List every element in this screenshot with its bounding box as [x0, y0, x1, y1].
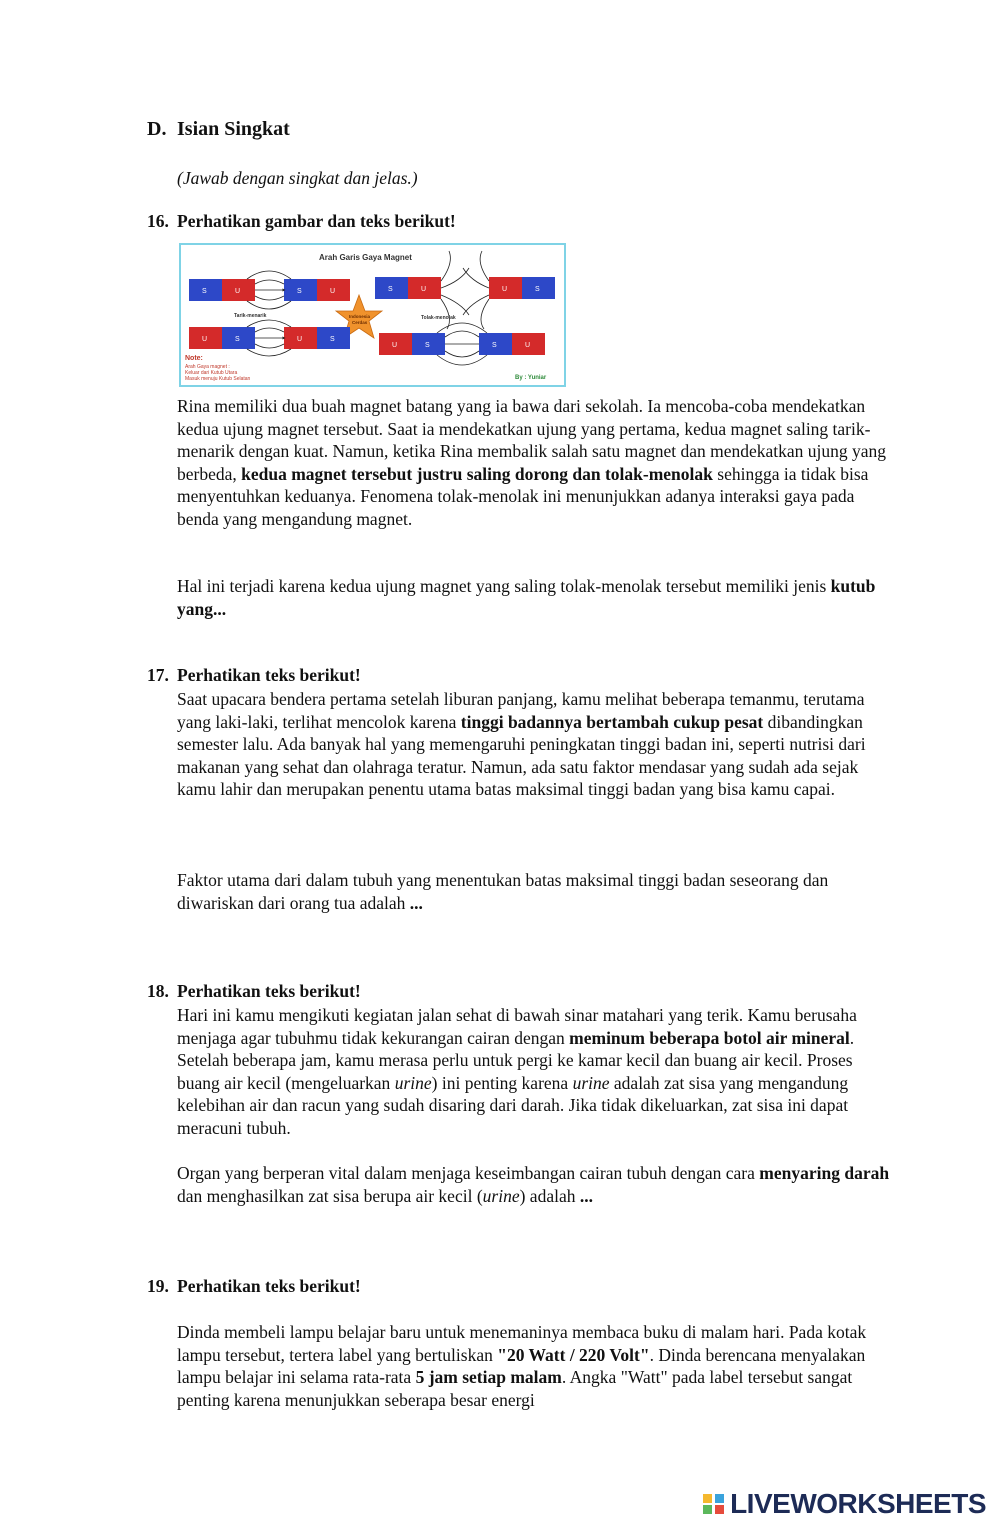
q19-text: . Dinda berencana menyalakan lampu belajar ini selama rata-rata [177, 1344, 866, 1388]
q17-emphasis: ... [409, 892, 423, 913]
pole-label: S [535, 286, 540, 293]
q17-text: Faktor utama dari dalam tubuh yang menentukan batas maksimal tinggi badan seseorang dan diwariskan dari orang tua adalah [177, 870, 829, 913]
pole-label: U [502, 286, 508, 293]
q17-text: dibandingkan semester lalu. Ada banyak hal yang memengaruhi peningkatan tinggi badan ini, seperti nutrisi dari makanan yang sehat dan olahraga teratur. Namun, ada satu faktor mendasar yang sudah ada sejak kamu lahir dan merupakan penentu utama batas maksimal tinggi badan yang bisa kamu capai. [177, 711, 866, 800]
pole-label: S [235, 336, 240, 343]
q18-italic: urine [482, 1185, 520, 1206]
q17-paragraph-2 [177, 869, 897, 914]
q18-text: Organ yang berperan vital dalam menjaga keseimbangan cairan tubuh dengan cara [177, 1163, 760, 1183]
q16-paragraph-1 [177, 395, 897, 531]
q19-emphasis: 5 jam setiap malam [415, 1367, 562, 1388]
q18-italic: urine [572, 1072, 610, 1093]
pole-label: S [297, 288, 302, 295]
q16-text: sehingga ia tidak bisa menyentuhkan keduanya. Fenomena tolak-menolak ini menunjukkan adanya interaksi gaya pada benda yang mengandung magnet. [177, 463, 869, 529]
q17-number: 17. [147, 665, 169, 685]
section-title-text: Isian Singkat [177, 118, 290, 140]
q16-emphasis: kedua magnet tersebut justru saling dorong dan tolak-menolak [241, 463, 713, 484]
pole-label: S [425, 342, 430, 349]
q17-heading-text: Perhatikan teks berikut! [177, 665, 361, 685]
figure-note-line: Masuk menuju Kutub Selatan [185, 376, 251, 382]
q19-number: 19. [147, 1276, 169, 1296]
q17-heading [147, 665, 361, 686]
q19-paragraph-1 [177, 1321, 897, 1411]
q16-text: Rina memiliki dua buah magnet batang yang ia bawa dari sekolah. Ia mencoba-coba mendekatkan kedua ujung magnet tersebut. Saat ia mendekatkan ujung yang pertama, kedua magnet saling tarik-menarik dengan kuat. Namun, ketika Rina membalik salah satu magnet dan mendekatkan ujung yang berbeda, [177, 396, 887, 484]
q18-emphasis: ... [579, 1185, 593, 1206]
q18-heading-text: Perhatikan teks berikut! [177, 981, 361, 1001]
pole-label: U [392, 342, 398, 349]
liveworksheets-logo[interactable] [702, 1488, 986, 1520]
q18-text: ) ini penting karena [431, 1072, 573, 1093]
section-title [147, 118, 290, 141]
q18-paragraph-2 [177, 1162, 897, 1207]
pole-label: S [202, 288, 207, 295]
pole-label: U [235, 288, 241, 295]
pole-label: S [388, 286, 393, 293]
q18-italic: urine [394, 1072, 432, 1093]
q18-text: Hari ini kamu mengikuti kegiatan jalan sehat di bawah sinar matahari yang terik. Kamu berusaha menjaga agar tubuhmu tidak kekurangan cairan dengan [177, 1005, 857, 1048]
pole-label: U [297, 336, 303, 343]
q16-paragraph-2 [177, 575, 897, 620]
section-letter: D. [147, 118, 167, 140]
q16-heading [147, 211, 456, 232]
pole-label: U [525, 342, 531, 349]
q18-emphasis: menyaring darah [759, 1163, 890, 1183]
q19-text: Dinda membeli lampu belajar baru untuk menemaninya membaca buku di malam hari. Pada kotak lampu tersebut, tertera label yang bertuliskan [177, 1322, 867, 1365]
q18-paragraph-1 [177, 1004, 897, 1140]
figure-note-line: Keluar dari Kutub Utara [185, 370, 238, 376]
q17-paragraph-1 [177, 688, 897, 801]
q18-heading [147, 981, 361, 1002]
liveworksheets-icon [702, 1492, 726, 1516]
figure-note-line: Arah Gaya magnet : [185, 364, 230, 370]
q19-heading-text: Perhatikan teks berikut! [177, 1276, 361, 1296]
section-instruction: (Jawab dengan singkat dan jelas.) [177, 168, 418, 188]
q18-text: adalah zat sisa yang mengandung kelebihan air dan racun yang sudah disaring dari darah. Jika tidak dikeluarkan, zat sisa ini dapat meracuni tubuh. [177, 1072, 849, 1138]
magnet-figure [179, 243, 566, 387]
pole-label: S [330, 336, 335, 343]
star-text: Cerdas [352, 320, 368, 325]
pole-label: U [421, 286, 427, 293]
q18-emphasis: meminum beberapa botol air mineral [569, 1027, 850, 1048]
figure-note-heading: Note: [185, 355, 203, 362]
label-repel: Tolak-menolak [421, 315, 456, 321]
q18-number: 18. [147, 981, 169, 1001]
q18-text: dan menghasilkan zat sisa berupa air kecil ( [177, 1185, 483, 1206]
q19-emphasis: "20 Watt / 220 Volt" [497, 1344, 650, 1365]
star-text: Indonesia [349, 314, 371, 319]
q16-number: 16. [147, 211, 169, 231]
brand-name: LIVEWORKSHEETS [730, 1488, 986, 1519]
magnet-diagram [179, 243, 566, 387]
q19-text: . Angka "Watt" pada label tersebut sangat penting karena menunjukkan seberapa besar energi [177, 1367, 853, 1410]
q19-heading [147, 1276, 361, 1297]
pole-label: U [202, 336, 208, 343]
figure-credit: By : Yuniar [515, 375, 547, 381]
q17-emphasis: tinggi badannya bertambah cukup pesat [460, 711, 764, 732]
label-attract: Tarik-menarik [234, 313, 267, 319]
q16-text: Hal ini terjadi karena kedua ujung magnet yang saling tolak-menolak tersebut memiliki jenis [177, 576, 831, 596]
pole-label: S [492, 342, 497, 349]
q18-text: ) adalah [519, 1185, 580, 1206]
q16-emphasis: kutub yang... [177, 576, 876, 619]
figure-title: Arah Garis Gaya Magnet [319, 253, 412, 262]
q17-text: Saat upacara bendera pertama setelah liburan panjang, kamu melihat beberapa temanmu, terutama yang laki-laki, terlihat mencolok karena [177, 689, 865, 732]
q16-heading-text: Perhatikan gambar dan teks berikut! [177, 211, 456, 231]
q18-text: . Setelah beberapa jam, kamu merasa perlu untuk pergi ke kamar kecil dan buang air kecil. Proses buang air kecil (mengeluarkan [177, 1027, 855, 1093]
pole-label: U [330, 288, 336, 295]
